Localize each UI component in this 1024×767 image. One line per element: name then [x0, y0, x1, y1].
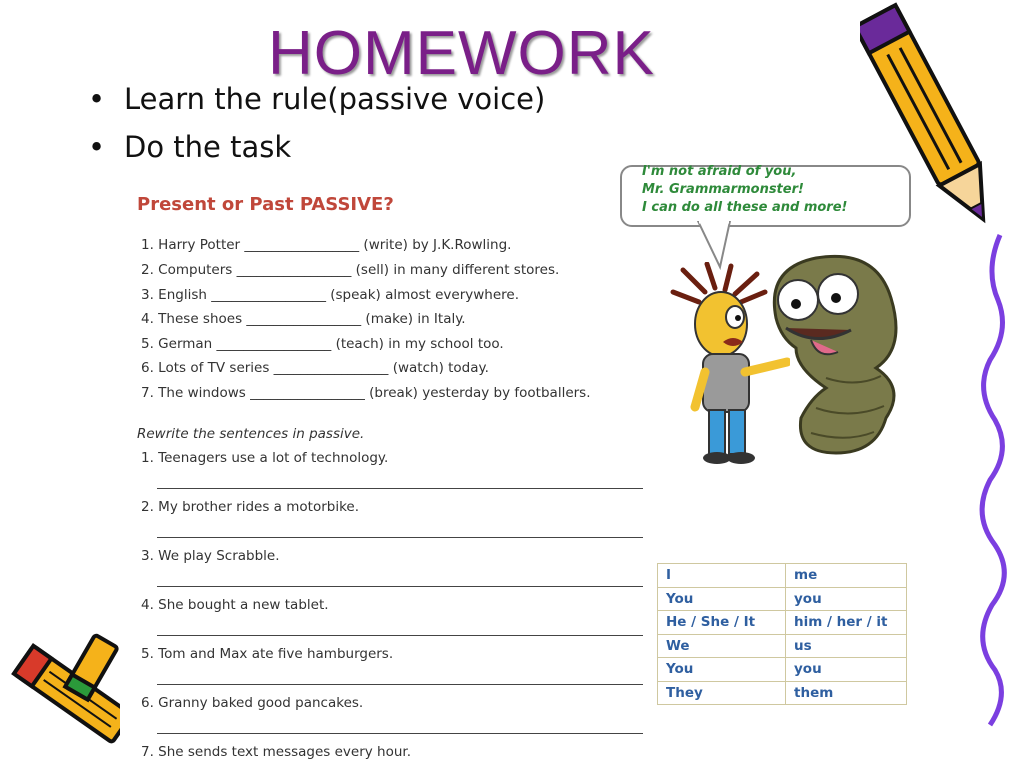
fill-item: 2. Computers _________________ (sell) in many different stores. [141, 262, 560, 278]
rewrite-item: 5. Tom and Max ate five hamburgers. [141, 646, 394, 662]
speech-bubble-text [642, 163, 902, 217]
pencil-icon [0, 615, 120, 767]
table-cell: They [658, 681, 786, 705]
table-cell: me [786, 564, 907, 588]
pronoun-table [657, 563, 907, 705]
fill-item: 7. The windows _________________ (break) yesterday by footballers. [141, 385, 591, 401]
table-cell: He / She / It [658, 611, 786, 635]
answer-line [157, 537, 643, 538]
bubble-line: I'm not afraid of you, [642, 164, 797, 179]
monster-illustration [756, 248, 916, 463]
table-cell: You [658, 658, 786, 682]
fill-item: 4. These shoes _________________ (make) in Italy. [141, 311, 466, 327]
bullet-text: Learn the rule(passive voice) [124, 82, 546, 116]
answer-line [157, 488, 643, 489]
table-row [658, 611, 907, 635]
slide-title: HOMEWORK [268, 19, 655, 88]
fill-item: 1. Harry Potter _________________ (write) by J.K.Rowling. [141, 237, 512, 253]
answer-line [157, 586, 643, 587]
worksheet-title: Present or Past PASSIVE? [137, 194, 394, 215]
table-cell: you [786, 587, 907, 611]
table-cell: us [786, 634, 907, 658]
answer-line [157, 733, 643, 734]
table-cell: We [658, 634, 786, 658]
bullet-item: • Learn the rule(passive voice) [88, 82, 546, 116]
bubble-line: Mr. Grammarmonster! [642, 182, 804, 197]
answer-line [157, 635, 643, 636]
table-cell: You [658, 587, 786, 611]
rewrite-item: 7. She sends text messages every hour. [141, 744, 412, 760]
table-cell: them [786, 681, 907, 705]
rewrite-item: 6. Granny baked good pancakes. [141, 695, 364, 711]
answer-line [157, 684, 643, 685]
fill-item: 5. German _________________ (teach) in my school too. [141, 336, 504, 352]
table-row [658, 681, 907, 705]
table-row [658, 587, 907, 611]
bullet-item: • Do the task [88, 130, 292, 164]
rewrite-item: 4. She bought a new tablet. [141, 597, 329, 613]
fill-item: 6. Lots of TV series _________________ (watch) today. [141, 360, 489, 376]
bullet-list [88, 82, 545, 178]
table-cell: you [786, 658, 907, 682]
rewrite-title: Rewrite the sentences in passive. [137, 426, 365, 442]
bullet-text: Do the task [124, 130, 292, 164]
rewrite-item: 3. We play Scrabble. [141, 548, 280, 564]
table-row [658, 564, 907, 588]
rewrite-item: 2. My brother rides a motorbike. [141, 499, 360, 515]
rewrite-item: 1. Teenagers use a lot of technology. [141, 450, 389, 466]
bubble-line: I can do all these and more! [642, 200, 848, 215]
table-row [658, 658, 907, 682]
table-cell: him / her / it [786, 611, 907, 635]
table-cell: I [658, 564, 786, 588]
fill-item: 3. English _________________ (speak) almost everywhere. [141, 287, 520, 303]
table-row [658, 634, 907, 658]
squiggle-decoration [960, 230, 1024, 730]
